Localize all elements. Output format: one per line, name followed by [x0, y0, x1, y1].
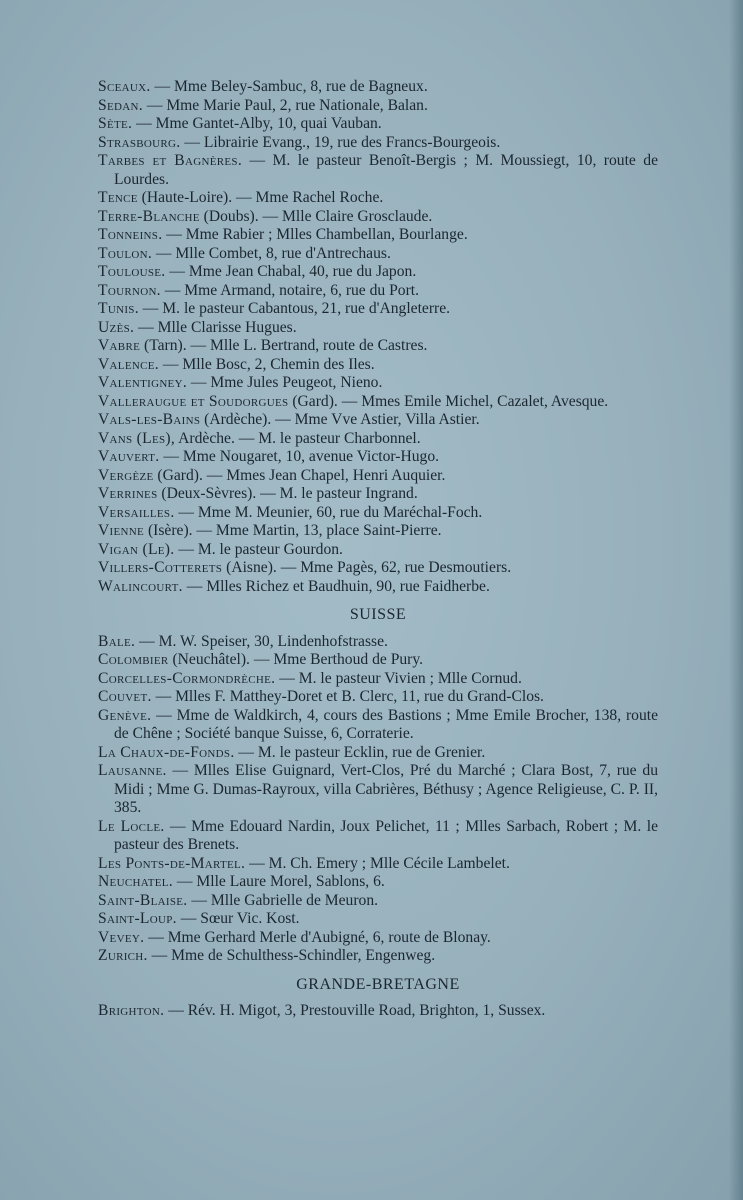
entry	[98, 282, 658, 301]
entry-text: — Mme de Schulthess-Schindler, Engenweg.	[147, 947, 436, 964]
city-name: Corcelles-Cormondrèche.	[98, 669, 276, 687]
entry-text: Ardèche. — M. le pasteur Charbonnel.	[175, 429, 421, 447]
entry	[98, 633, 658, 652]
city-name: Les Ponts-de-Martel.	[98, 854, 246, 872]
entry	[98, 78, 658, 97]
entry	[98, 319, 658, 338]
city-name: Sète.	[98, 115, 133, 132]
entry	[98, 448, 658, 467]
city-name: Vans (Les),	[98, 429, 176, 447]
entry-text: — Mme Armand, notaire, 6, rue du Port.	[160, 281, 420, 299]
entry-text: — Mme Marie Paul, 2, rue Nationale, Balan.	[142, 96, 428, 114]
entry-text: (Ardèche). — Mme Vve Astier, Villa Astier.	[200, 411, 480, 428]
entry	[98, 578, 658, 597]
entry-text: (Haute-Loire). — Mme Rachel Roche.	[137, 189, 384, 206]
city-name: Valentigney.	[98, 374, 188, 391]
city-name: Walincourt.	[98, 577, 183, 595]
entry	[98, 744, 658, 763]
entry	[98, 855, 658, 874]
entry	[98, 393, 658, 412]
entry	[98, 467, 658, 486]
city-name: Vabre	[98, 337, 141, 354]
entry	[98, 762, 658, 818]
city-name: Bale.	[98, 632, 136, 650]
entry	[98, 541, 658, 560]
city-name: Vienne	[98, 522, 145, 539]
entry	[98, 947, 658, 966]
city-name: Vergèze	[98, 466, 154, 484]
entry-text: (Gard). — Mmes Emile Michel, Cazalet, Avesque.	[288, 392, 609, 410]
entry-text: — Mme Edouard Nardin, Joux Pelichet, 11 ; Mlles Sarbach, Robert ; M. le pasteur des Brenets.	[114, 817, 658, 853]
entry-text: — M. le pasteur Ecklin, rue de Grenier.	[234, 743, 486, 761]
entry-text: (Aisne). — Mme Pagès, 62, rue Desmoutiers.	[222, 559, 512, 576]
entry-text: — Mme Beley-Sambuc, 8, rue de Bagneux.	[150, 78, 428, 95]
entry	[98, 430, 658, 449]
city-name: Terre-Blanche	[98, 207, 200, 225]
entry	[98, 134, 658, 153]
grande-bretagne-entries	[98, 1002, 658, 1021]
entry-text: — Librairie Evang., 19, rue des Francs-Bourgeois.	[180, 133, 501, 151]
address-list	[98, 78, 658, 1021]
entry	[98, 818, 658, 855]
city-name: Vals-les-Bains	[98, 411, 201, 428]
entry	[98, 97, 658, 116]
entry	[98, 411, 658, 430]
section-title-grande-bretagne: GRANDE-BRETAGNE	[296, 975, 460, 993]
entry-text: — Mme Gerhard Merle d'Aubigné, 6, route de Blonay.	[144, 928, 491, 946]
city-name: Tarbes et Bagnères.	[98, 152, 243, 169]
entry	[98, 873, 658, 892]
entry	[98, 245, 658, 264]
city-name: Tunis.	[98, 300, 139, 317]
city-name: Valence.	[98, 355, 159, 373]
entry-text: — Mlles Elise Guignard, Vert-Clos, Pré du Marché ; Clara Bost, 7, rue du Midi ; Mme G. Dumas-Rayroux, villa Cabrières, Béthusy ; Agence Religieuse, C. P. II, 385.	[114, 762, 658, 816]
city-name: Vauvert.	[98, 448, 160, 465]
city-name: Toulon.	[98, 244, 153, 262]
city-name: Strasbourg.	[98, 133, 181, 151]
entry	[98, 1002, 658, 1021]
city-name: Villers-Cotterets	[98, 559, 223, 576]
city-name: Couvet.	[98, 688, 152, 705]
entry-text: — Mlle Clarisse Hugues.	[134, 318, 297, 336]
city-name: Sedan.	[98, 96, 143, 114]
entry	[98, 892, 658, 911]
city-name: Saint-Blaise.	[98, 891, 188, 909]
entry-text: (Neuchâtel). — Mme Berthoud de Pury.	[168, 651, 424, 668]
entry	[98, 189, 658, 208]
city-name: La Chaux-de-Fonds.	[98, 743, 235, 761]
entry	[98, 929, 658, 948]
city-name: Tournon.	[98, 281, 161, 299]
entry-text: — Mlle Bosc, 2, Chemin des Iles.	[158, 355, 375, 373]
entry	[98, 688, 658, 707]
entry	[98, 707, 658, 744]
entry-text: — M. Ch. Emery ; Mlle Cécile Lambelet.	[245, 854, 510, 872]
entry-text: — Mme Rabier ; Mlles Chambellan, Bourlange.	[162, 226, 468, 243]
entry	[98, 522, 658, 541]
entry	[98, 337, 658, 356]
city-name: Toulouse.	[98, 263, 166, 280]
suisse-entries	[98, 633, 658, 966]
entry	[98, 152, 658, 189]
city-name: Sceaux.	[98, 78, 151, 95]
entry-text: (Deux-Sèvres). — M. le pasteur Ingrand.	[157, 485, 418, 502]
entry-text: — M. W. Speiser, 30, Lindenhofstrasse.	[135, 632, 388, 650]
entry-text: — Rév. H. Migot, 3, Prestouville Road, Brighton, 1, Sussex.	[164, 1002, 546, 1019]
entry-text: — M. le pasteur Gourdon.	[174, 540, 343, 558]
entry	[98, 115, 658, 134]
entry-text: — M. le pasteur Benoît-Bergis ; M. Moussiegt, 10, route de Lourdes.	[114, 152, 658, 188]
entry-text: — M. le pasteur Vivien ; Mlle Cornud.	[275, 669, 522, 687]
city-name: Verrines	[98, 485, 158, 502]
france-entries	[98, 78, 658, 596]
entry-text: — M. le pasteur Cabantous, 21, rue d'Angleterre.	[138, 300, 451, 317]
city-name: Vigan (Le).	[98, 540, 175, 558]
city-name: Lausanne.	[98, 762, 167, 779]
city-name: Tonneins.	[98, 226, 163, 243]
section-title-suisse: SUISSE	[349, 606, 407, 623]
entry	[98, 651, 658, 670]
entry	[98, 226, 658, 245]
entry-text: (Gard). — Mmes Jean Chapel, Henri Auquier.	[153, 466, 446, 484]
entry-text: — Mlle Gabrielle de Meuron.	[187, 891, 379, 909]
city-name: Vevey.	[98, 928, 145, 946]
entry	[98, 300, 658, 319]
city-name: Brighton.	[98, 1002, 165, 1019]
entry	[98, 263, 658, 282]
entry-text: — Mme Jean Chabal, 40, rue du Japon.	[165, 263, 417, 280]
city-name: Uzès.	[98, 318, 135, 336]
entry-text: — Mme Gantet-Alby, 10, quai Vauban.	[132, 115, 382, 132]
entry	[98, 504, 658, 523]
city-name: Neuchatel.	[98, 873, 173, 890]
entry-text: — Mlles F. Matthey-Doret et B. Clerc, 11, rue du Grand-Clos.	[151, 688, 544, 705]
city-name: Le Locle.	[98, 817, 165, 835]
entry	[98, 374, 658, 393]
entry-text: — Mme Nougaret, 10, avenue Victor-Hugo.	[159, 448, 440, 465]
city-name: Zurich.	[98, 947, 148, 964]
entry-text: — Mme M. Meunier, 60, rue du Maréchal-Foch.	[174, 503, 483, 521]
entry-text: (Tarn). — Mlle L. Bertrand, route de Castres.	[140, 337, 428, 354]
city-name: Saint-Loup.	[98, 910, 177, 927]
entry-text: — Mme de Waldkirch, 4, cours des Bastions ; Mme Emile Brocher, 138, route de Chêne ; Société banque Suisse, 6, Corraterie.	[114, 706, 658, 742]
entry-text: — Sœur Vic. Kost.	[176, 910, 300, 927]
entry	[98, 485, 658, 504]
entry	[98, 208, 658, 227]
entry-text: (Doubs). — Mlle Claire Grosclaude.	[199, 207, 433, 225]
entry	[98, 670, 658, 689]
entry	[98, 559, 658, 578]
city-name: Valleraugue et Soudorgues	[98, 392, 289, 410]
city-name: Genève.	[98, 706, 152, 724]
entry-text: — Mme Jules Peugeot, Nieno.	[187, 374, 383, 391]
city-name: Versailles.	[98, 503, 175, 521]
entry-text: (Isère). — Mme Martin, 13, place Saint-Pierre.	[144, 522, 442, 539]
entry	[98, 910, 658, 929]
city-name: Colombier	[98, 651, 169, 668]
entry-text: — Mlle Combet, 8, rue d'Antrechaus.	[152, 244, 391, 262]
entry	[98, 356, 658, 375]
entry-text: — Mlle Laure Morel, Sablons, 6.	[173, 873, 385, 890]
city-name: Tence	[98, 189, 138, 206]
entry-text: — Mlles Richez et Baudhuin, 90, rue Faidherbe.	[182, 577, 490, 595]
